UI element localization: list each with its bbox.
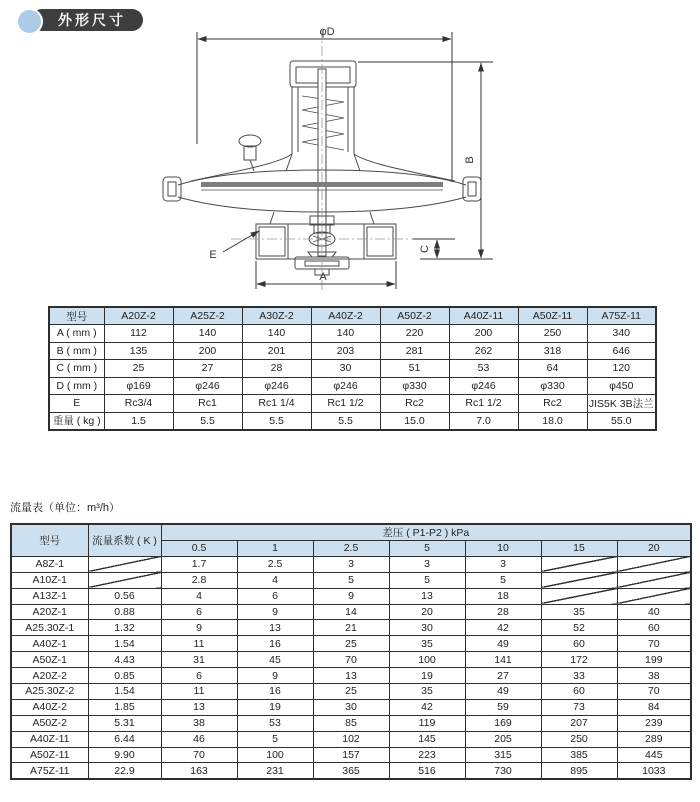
flow-value-cell: 40: [617, 604, 691, 620]
flow-value-cell: 42: [465, 620, 541, 636]
flow-table-row: [11, 731, 691, 747]
flow-k-cell: [88, 556, 161, 572]
dimension-labels: [209, 26, 476, 283]
flow-value-cell: [541, 556, 617, 572]
dimension-table: [48, 306, 657, 431]
flow-value-cell: 5: [465, 572, 541, 588]
flow-table-row: [11, 699, 691, 715]
dim-value-cell: Rc3/4: [104, 395, 173, 413]
flow-value-cell: 250: [541, 731, 617, 747]
flow-value-cell: 70: [617, 684, 691, 700]
flow-value-cell: 199: [617, 652, 691, 668]
dim-value-cell: 18.0: [518, 412, 587, 430]
dim-value-cell: 135: [104, 342, 173, 360]
flow-value-cell: 38: [161, 715, 237, 731]
flow-value-cell: 60: [541, 684, 617, 700]
flow-k-cell: 0.85: [88, 668, 161, 684]
dim-row-label: C ( mm ): [49, 360, 104, 378]
flow-value-cell: 35: [389, 684, 465, 700]
flow-value-cell: 11: [161, 684, 237, 700]
flow-value-cell: 4: [237, 572, 313, 588]
dim-value-cell: 15.0: [380, 412, 449, 430]
flow-value-cell: 895: [541, 763, 617, 779]
flow-k-cell: 9.90: [88, 747, 161, 763]
flow-value-cell: 9: [237, 604, 313, 620]
flow-value-cell: 14: [313, 604, 389, 620]
dimension-table-header-row: [49, 307, 656, 325]
dimension-table-row: [49, 360, 656, 378]
flow-value-cell: 45: [237, 652, 313, 668]
flow-value-cell: 5: [389, 572, 465, 588]
flow-value-cell: 163: [161, 763, 237, 779]
flow-value-cell: 33: [541, 668, 617, 684]
dim-value-cell: 262: [449, 342, 518, 360]
flow-table-row: [11, 588, 691, 604]
dim-row-label: 重量 ( kg ): [49, 412, 104, 430]
flow-value-cell: 6: [237, 588, 313, 604]
flow-table-row: [11, 684, 691, 700]
flow-value-cell: 53: [237, 715, 313, 731]
dim-row-label: E: [49, 395, 104, 413]
flow-value-cell: [617, 556, 691, 572]
dim-value-cell: 51: [380, 360, 449, 378]
dim-value-cell: 112: [104, 325, 173, 343]
dim-header-A40Z-11: A40Z-11: [449, 307, 518, 325]
flow-value-cell: 3: [465, 556, 541, 572]
flow-value-cell: 289: [617, 731, 691, 747]
dimension-table-row: [49, 342, 656, 360]
flow-value-cell: 9: [237, 668, 313, 684]
section-title: 外形尺寸: [58, 12, 126, 28]
flow-value-cell: 5: [313, 572, 389, 588]
flow-value-cell: 31: [161, 652, 237, 668]
flow-k-cell: 1.32: [88, 620, 161, 636]
dim-value-cell: 7.0: [449, 412, 518, 430]
flow-value-cell: 49: [465, 684, 541, 700]
flow-value-cell: 35: [541, 604, 617, 620]
flow-value-cell: 4: [161, 588, 237, 604]
flow-table-row: [11, 715, 691, 731]
dim-label-A: A: [319, 271, 327, 283]
dim-value-cell: 340: [587, 325, 656, 343]
dim-value-cell: 200: [173, 342, 242, 360]
dim-header-A20Z-2: A20Z-2: [104, 307, 173, 325]
flow-value-cell: 25: [313, 684, 389, 700]
flow-value-cell: 445: [617, 747, 691, 763]
flow-value-cell: [617, 572, 691, 588]
flow-value-cell: 205: [465, 731, 541, 747]
dim-header-A30Z-2: A30Z-2: [242, 307, 311, 325]
flow-value-cell: 70: [313, 652, 389, 668]
dim-value-cell: JIS5K 3B法兰: [587, 395, 656, 413]
dim-header-A75Z-11: A75Z-11: [587, 307, 656, 325]
dimension-table-row: [49, 325, 656, 343]
flow-value-cell: 365: [313, 763, 389, 779]
flow-value-cell: 2.5: [237, 556, 313, 572]
flow-value-cell: 100: [389, 652, 465, 668]
dim-header-A40Z-2: A40Z-2: [311, 307, 380, 325]
dim-value-cell: 140: [173, 325, 242, 343]
flow-value-cell: 6: [161, 604, 237, 620]
dim-value-cell: 55.0: [587, 412, 656, 430]
flow-model-cell: A20Z-1: [11, 604, 88, 620]
dim-value-cell: 53: [449, 360, 518, 378]
dim-value-cell: Rc1 1/4: [242, 395, 311, 413]
flow-model-cell: A25.30Z-2: [11, 684, 88, 700]
dim-value-cell: φ169: [104, 377, 173, 395]
flow-table-row: [11, 572, 691, 588]
flow-model-cell: A40Z-1: [11, 636, 88, 652]
dim-value-cell: 200: [449, 325, 518, 343]
flow-value-cell: 1.7: [161, 556, 237, 572]
flow-value-cell: 239: [617, 715, 691, 731]
flow-table-row: [11, 636, 691, 652]
dim-row-label: B ( mm ): [49, 342, 104, 360]
flow-k-cell: [88, 572, 161, 588]
flow-value-cell: 18: [465, 588, 541, 604]
flow-value-cell: 5: [237, 731, 313, 747]
dim-value-cell: 5.5: [311, 412, 380, 430]
flow-value-cell: [541, 572, 617, 588]
dimension-table-row: [49, 395, 656, 413]
flow-k-cell: 1.85: [88, 699, 161, 715]
flow-value-cell: 13: [237, 620, 313, 636]
flow-value-cell: 100: [237, 747, 313, 763]
dim-value-cell: φ246: [173, 377, 242, 395]
flow-k-cell: 5.31: [88, 715, 161, 731]
flow-table-row: [11, 652, 691, 668]
flow-table-row: [11, 668, 691, 684]
dim-value-cell: 30: [311, 360, 380, 378]
flow-value-cell: 2.8: [161, 572, 237, 588]
dim-value-cell: 5.5: [242, 412, 311, 430]
dim-value-cell: 203: [311, 342, 380, 360]
dim-value-cell: φ330: [518, 377, 587, 395]
flow-value-cell: 70: [617, 636, 691, 652]
dim-value-cell: 140: [311, 325, 380, 343]
flow-model-cell: A40Z-11: [11, 731, 88, 747]
flow-value-cell: 145: [389, 731, 465, 747]
dim-value-cell: φ330: [380, 377, 449, 395]
flow-header-pressure-span: 差压 ( P1-P2 ) kPa: [161, 524, 691, 541]
dim-value-cell: 28: [242, 360, 311, 378]
dim-header-model: 型号: [49, 307, 104, 325]
flow-k-cell: 6.44: [88, 731, 161, 747]
dim-value-cell: Rc1 1/2: [449, 395, 518, 413]
flow-table-row: [11, 620, 691, 636]
dimension-lines: [197, 32, 493, 289]
flow-value-cell: 516: [389, 763, 465, 779]
flow-value-cell: 1033: [617, 763, 691, 779]
flow-value-cell: 13: [389, 588, 465, 604]
flow-header-k: 流量系数 ( K ): [88, 524, 161, 556]
dim-value-cell: 5.5: [173, 412, 242, 430]
dim-label-C: C: [419, 245, 431, 253]
flow-value-cell: 13: [313, 668, 389, 684]
flow-value-cell: 16: [237, 636, 313, 652]
flow-value-cell: 73: [541, 699, 617, 715]
flow-value-cell: [541, 588, 617, 604]
flow-value-cell: 9: [313, 588, 389, 604]
flow-k-cell: 22.9: [88, 763, 161, 779]
dim-label-E: E: [209, 249, 217, 261]
dim-header-A50Z-11: A50Z-11: [518, 307, 587, 325]
dim-value-cell: 140: [242, 325, 311, 343]
dim-value-cell: Rc2: [380, 395, 449, 413]
flow-table-header-row-1: [11, 524, 691, 541]
section-header: [16, 6, 156, 32]
dim-value-cell: 25: [104, 360, 173, 378]
flow-value-cell: 3: [389, 556, 465, 572]
flow-value-cell: 30: [389, 620, 465, 636]
flow-value-cell: 6: [161, 668, 237, 684]
dim-value-cell: Rc1 1/2: [311, 395, 380, 413]
section-bullet-circle-icon: [16, 8, 43, 35]
flow-value-cell: 102: [313, 731, 389, 747]
flow-value-cell: 16: [237, 684, 313, 700]
flow-header-pressure-20: 20: [617, 541, 691, 557]
dim-value-cell: 281: [380, 342, 449, 360]
dim-row-label: A ( mm ): [49, 325, 104, 343]
flow-table-row: [11, 604, 691, 620]
flow-value-cell: 315: [465, 747, 541, 763]
flow-model-cell: A10Z-1: [11, 572, 88, 588]
dim-value-cell: 318: [518, 342, 587, 360]
flow-model-cell: A50Z-11: [11, 747, 88, 763]
flow-value-cell: 141: [465, 652, 541, 668]
flow-value-cell: 9: [161, 620, 237, 636]
flow-value-cell: 223: [389, 747, 465, 763]
flow-table-title: 流量表（单位：m³/h）: [10, 502, 120, 514]
dim-header-A50Z-2: A50Z-2: [380, 307, 449, 325]
flow-header-pressure-5: 5: [389, 541, 465, 557]
flow-value-cell: 19: [237, 699, 313, 715]
dim-value-cell: 220: [380, 325, 449, 343]
dim-value-cell: 201: [242, 342, 311, 360]
flow-k-cell: 1.54: [88, 636, 161, 652]
flow-model-cell: A50Z-2: [11, 715, 88, 731]
flow-model-cell: A20Z-2: [11, 668, 88, 684]
dim-value-cell: 120: [587, 360, 656, 378]
dim-value-cell: 64: [518, 360, 587, 378]
dim-value-cell: φ450: [587, 377, 656, 395]
flow-value-cell: 385: [541, 747, 617, 763]
section-title-badge: [31, 9, 143, 31]
flow-header-pressure-10: 10: [465, 541, 541, 557]
flow-header-pressure-0.5: 0.5: [161, 541, 237, 557]
dim-value-cell: φ246: [311, 377, 380, 395]
flow-header-pressure-1: 1: [237, 541, 313, 557]
flow-value-cell: 38: [617, 668, 691, 684]
flow-value-cell: 52: [541, 620, 617, 636]
flow-header-model: 型号: [11, 524, 88, 556]
dim-value-cell: φ246: [449, 377, 518, 395]
flow-value-cell: 35: [389, 636, 465, 652]
dim-value-cell: 646: [587, 342, 656, 360]
flow-value-cell: 46: [161, 731, 237, 747]
flow-k-cell: 0.56: [88, 588, 161, 604]
flow-value-cell: 84: [617, 699, 691, 715]
flow-value-cell: 13: [161, 699, 237, 715]
flow-value-cell: 70: [161, 747, 237, 763]
dim-value-cell: Rc1: [173, 395, 242, 413]
flow-value-cell: 25: [313, 636, 389, 652]
flow-value-cell: 27: [465, 668, 541, 684]
dimension-table-row: [49, 412, 656, 430]
dim-value-cell: 1.5: [104, 412, 173, 430]
flow-header-pressure-2.5: 2.5: [313, 541, 389, 557]
flow-value-cell: 157: [313, 747, 389, 763]
flow-model-cell: A13Z-1: [11, 588, 88, 604]
flow-value-cell: 169: [465, 715, 541, 731]
flow-value-cell: 60: [541, 636, 617, 652]
flow-table-row: [11, 556, 691, 572]
flow-value-cell: 3: [313, 556, 389, 572]
flow-value-cell: 42: [389, 699, 465, 715]
dim-row-label: D ( mm ): [49, 377, 104, 395]
flow-value-cell: 19: [389, 668, 465, 684]
dim-value-cell: 250: [518, 325, 587, 343]
flow-value-cell: 20: [389, 604, 465, 620]
flow-value-cell: 119: [389, 715, 465, 731]
dim-value-cell: 27: [173, 360, 242, 378]
flow-k-cell: 1.54: [88, 684, 161, 700]
flow-value-cell: 85: [313, 715, 389, 731]
flow-model-cell: A50Z-1: [11, 652, 88, 668]
dim-header-A25Z-2: A25Z-2: [173, 307, 242, 325]
flow-value-cell: 59: [465, 699, 541, 715]
flow-value-cell: 730: [465, 763, 541, 779]
dim-value-cell: φ246: [242, 377, 311, 395]
flow-value-cell: 172: [541, 652, 617, 668]
flow-value-cell: 11: [161, 636, 237, 652]
flow-model-cell: A75Z-11: [11, 763, 88, 779]
flow-value-cell: 207: [541, 715, 617, 731]
flow-value-cell: 231: [237, 763, 313, 779]
flow-value-cell: 28: [465, 604, 541, 620]
flow-header-pressure-15: 15: [541, 541, 617, 557]
flow-model-cell: A8Z-1: [11, 556, 88, 572]
flow-k-cell: 0.88: [88, 604, 161, 620]
regulator-dimension-drawing: [143, 24, 553, 296]
flow-value-cell: 30: [313, 699, 389, 715]
dim-label-B: B: [464, 156, 476, 164]
flow-table: [10, 523, 692, 780]
flow-value-cell: 21: [313, 620, 389, 636]
flow-value-cell: [617, 588, 691, 604]
flow-value-cell: 60: [617, 620, 691, 636]
flow-model-cell: A40Z-2: [11, 699, 88, 715]
flow-value-cell: 49: [465, 636, 541, 652]
dimension-table-row: [49, 377, 656, 395]
flow-k-cell: 4.43: [88, 652, 161, 668]
flow-table-row: [11, 763, 691, 779]
dim-value-cell: Rc2: [518, 395, 587, 413]
flow-model-cell: A25.30Z-1: [11, 620, 88, 636]
flow-table-row: [11, 747, 691, 763]
dim-label-phiD: φD: [319, 26, 335, 38]
